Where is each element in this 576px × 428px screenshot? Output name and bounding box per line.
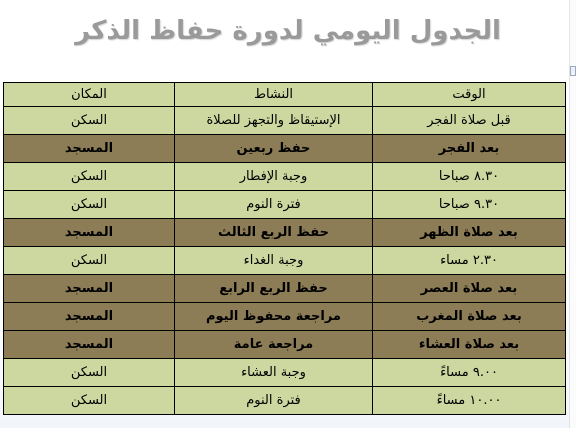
cell-place: المسجد xyxy=(4,303,175,331)
table-row xyxy=(4,135,566,163)
cell-place: السكن xyxy=(4,359,175,387)
cell-activity: فترة النوم xyxy=(175,387,373,415)
cell-activity: حفظ الربع الثالث xyxy=(175,219,373,247)
table-body xyxy=(4,107,566,415)
cell-time: ٩.٣٠ صباحا xyxy=(373,191,566,219)
cell-place: السكن xyxy=(4,247,175,275)
cell-time: ١٠.٠٠ مساءً xyxy=(373,387,566,415)
cell-activity: مراجعة محفوظ اليوم xyxy=(175,303,373,331)
cell-place: السكن xyxy=(4,163,175,191)
header-time: الوقت xyxy=(373,83,566,107)
cell-place: السكن xyxy=(4,107,175,135)
table-row xyxy=(4,107,566,135)
scrollbar-edge[interactable] xyxy=(569,0,576,428)
table-row xyxy=(4,219,566,247)
cell-time: ٢.٣٠ مساء xyxy=(373,247,566,275)
table-row xyxy=(4,303,566,331)
table-row xyxy=(4,275,566,303)
page-title: الجدول اليومي لدورة حفاظ الذكر xyxy=(75,16,501,46)
cell-time: ٩.٠٠ مساءً xyxy=(373,359,566,387)
cell-time: بعد صلاة الظهر xyxy=(373,219,566,247)
table-row xyxy=(4,163,566,191)
cell-time: بعد الفجر xyxy=(373,135,566,163)
cell-activity: حفظ ربعين xyxy=(175,135,373,163)
cell-time: بعد صلاة العصر xyxy=(373,275,566,303)
cell-place: السكن xyxy=(4,387,175,415)
header-place: المكان xyxy=(4,83,175,107)
cell-activity: فترة النوم xyxy=(175,191,373,219)
cell-time: قبل صلاة الفجر xyxy=(373,107,566,135)
cell-activity: الإستيقاظ والتجهز للصلاة xyxy=(175,107,373,135)
cell-place: المسجد xyxy=(4,219,175,247)
cell-activity: وجبة العشاء xyxy=(175,359,373,387)
header-activity: النشاط xyxy=(175,83,373,107)
table-row xyxy=(4,359,566,387)
table-header-row xyxy=(4,83,566,107)
cell-activity: حفظ الربع الرابع xyxy=(175,275,373,303)
cell-place: المسجد xyxy=(4,135,175,163)
scroll-marker-icon[interactable] xyxy=(570,66,576,76)
cell-place: السكن xyxy=(4,191,175,219)
table-row xyxy=(4,191,566,219)
cell-time: بعد صلاة العشاء xyxy=(373,331,566,359)
cell-activity: وجبة الغداء xyxy=(175,247,373,275)
cell-place: المسجد xyxy=(4,331,175,359)
cell-place: المسجد xyxy=(4,275,175,303)
cell-time: ٨.٣٠ صباحا xyxy=(373,163,566,191)
cell-time: بعد صلاة المغرب xyxy=(373,303,566,331)
table-row xyxy=(4,387,566,415)
schedule-table xyxy=(3,82,566,415)
cell-activity: وجبة الإفطار xyxy=(175,163,373,191)
table-row xyxy=(4,247,566,275)
table-row xyxy=(4,331,566,359)
cell-activity: مراجعة عامة xyxy=(175,331,373,359)
